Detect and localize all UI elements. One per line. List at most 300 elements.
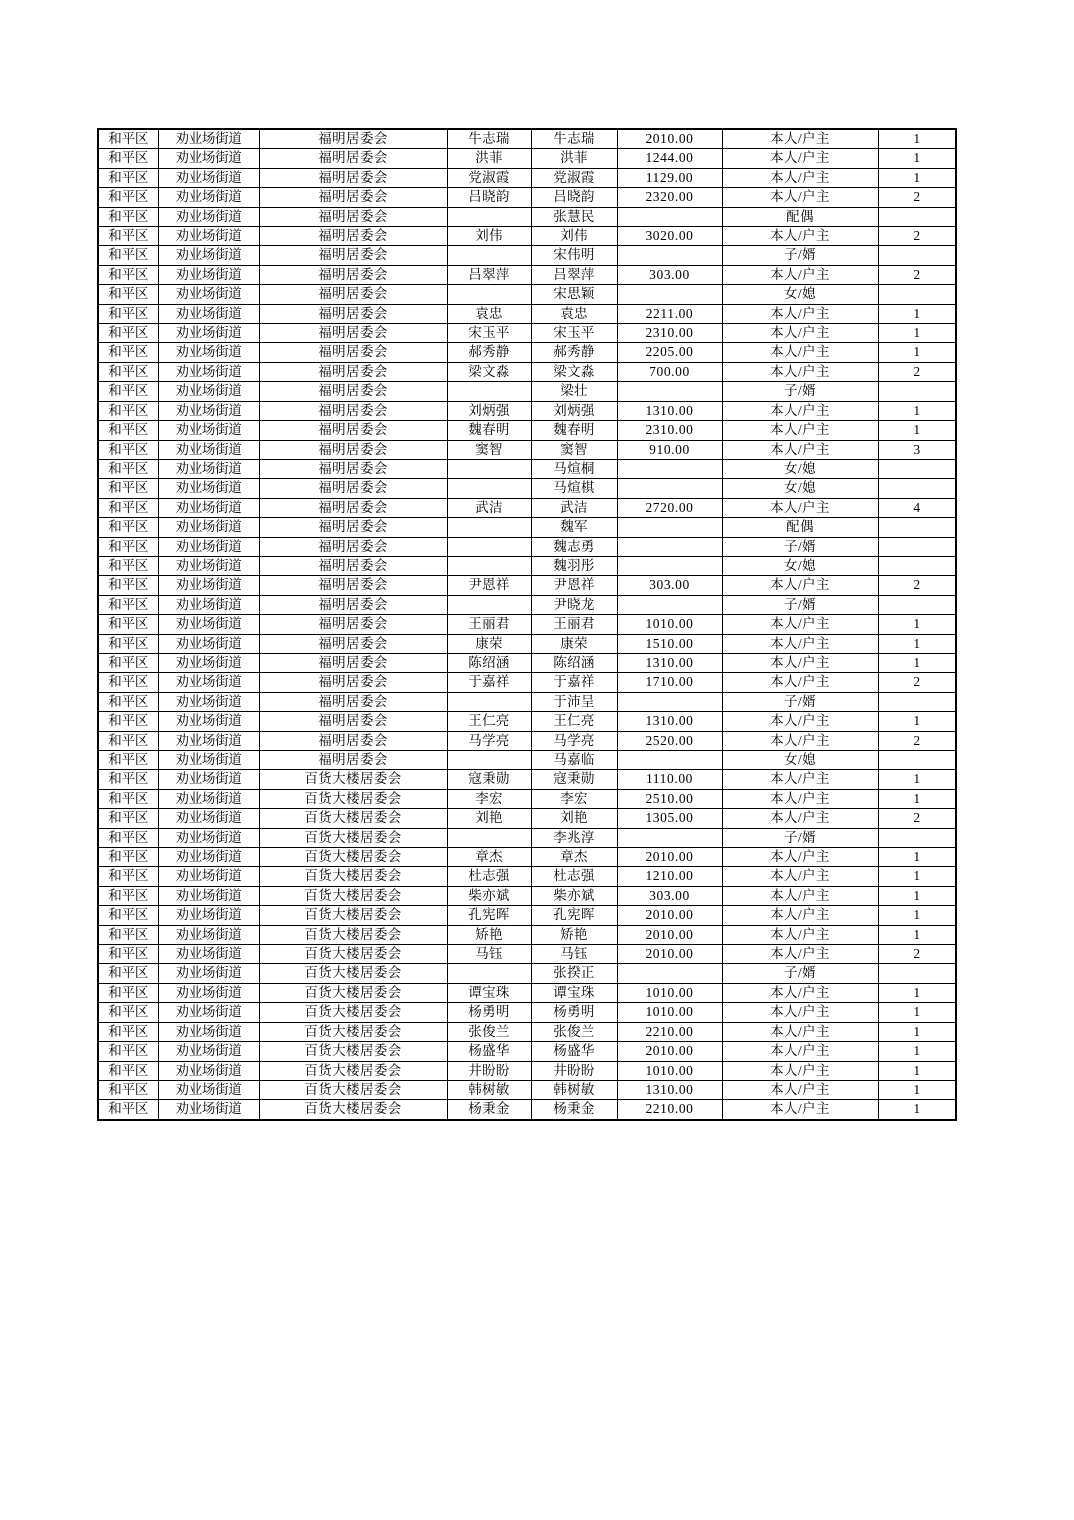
table-row bbox=[98, 848, 956, 867]
cell-member: 窦智 bbox=[531, 440, 617, 459]
cell-committee: 百货大楼居委会 bbox=[259, 945, 447, 964]
cell-count: 1 bbox=[878, 906, 956, 925]
cell-relation: 本人/户主 bbox=[722, 129, 878, 149]
cell-applicant bbox=[447, 382, 531, 401]
cell-district: 和平区 bbox=[98, 867, 158, 886]
cell-district: 和平区 bbox=[98, 518, 158, 537]
cell-committee: 福明居委会 bbox=[259, 576, 447, 595]
table-row bbox=[98, 246, 956, 265]
cell-count: 1 bbox=[878, 653, 956, 672]
cell-relation: 女/媳 bbox=[722, 556, 878, 575]
cell-district: 和平区 bbox=[98, 848, 158, 867]
cell-district: 和平区 bbox=[98, 459, 158, 478]
cell-member: 杜志强 bbox=[531, 867, 617, 886]
table-row bbox=[98, 285, 956, 304]
table-row bbox=[98, 207, 956, 226]
cell-committee: 福明居委会 bbox=[259, 498, 447, 517]
cell-count: 1 bbox=[878, 421, 956, 440]
cell-applicant: 马学亮 bbox=[447, 731, 531, 750]
cell-district: 和平区 bbox=[98, 886, 158, 905]
cell-street: 劝业场街道 bbox=[158, 556, 259, 575]
cell-member: 武洁 bbox=[531, 498, 617, 517]
table-row bbox=[98, 634, 956, 653]
cell-committee: 百货大楼居委会 bbox=[259, 1061, 447, 1080]
cell-district: 和平区 bbox=[98, 1022, 158, 1041]
cell-applicant: 寇秉勋 bbox=[447, 770, 531, 789]
cell-count: 2 bbox=[878, 673, 956, 692]
cell-amount bbox=[617, 595, 722, 614]
cell-committee: 福明居委会 bbox=[259, 634, 447, 653]
cell-committee: 福明居委会 bbox=[259, 556, 447, 575]
table-row bbox=[98, 692, 956, 711]
cell-amount: 303.00 bbox=[617, 576, 722, 595]
cell-amount: 1110.00 bbox=[617, 770, 722, 789]
cell-member: 郝秀静 bbox=[531, 343, 617, 362]
cell-street: 劝业场街道 bbox=[158, 440, 259, 459]
cell-committee: 百货大楼居委会 bbox=[259, 1100, 447, 1120]
cell-district: 和平区 bbox=[98, 324, 158, 343]
cell-street: 劝业场街道 bbox=[158, 207, 259, 226]
cell-member: 王仁亮 bbox=[531, 712, 617, 731]
cell-relation: 本人/户主 bbox=[722, 576, 878, 595]
cell-district: 和平区 bbox=[98, 653, 158, 672]
cell-member: 康荣 bbox=[531, 634, 617, 653]
cell-member: 陈绍涵 bbox=[531, 653, 617, 672]
cell-relation: 本人/户主 bbox=[722, 1080, 878, 1099]
table-row bbox=[98, 401, 956, 420]
cell-member: 洪菲 bbox=[531, 149, 617, 168]
cell-street: 劝业场街道 bbox=[158, 265, 259, 284]
table-row bbox=[98, 906, 956, 925]
cell-district: 和平区 bbox=[98, 1061, 158, 1080]
cell-street: 劝业场街道 bbox=[158, 673, 259, 692]
cell-district: 和平区 bbox=[98, 1080, 158, 1099]
cell-committee: 百货大楼居委会 bbox=[259, 964, 447, 983]
cell-count bbox=[878, 285, 956, 304]
cell-district: 和平区 bbox=[98, 595, 158, 614]
cell-applicant bbox=[447, 246, 531, 265]
cell-amount: 2310.00 bbox=[617, 421, 722, 440]
cell-member: 宋玉平 bbox=[531, 324, 617, 343]
table-row bbox=[98, 712, 956, 731]
table-row bbox=[98, 751, 956, 770]
cell-applicant: 杨勇明 bbox=[447, 1003, 531, 1022]
table-row bbox=[98, 168, 956, 187]
cell-applicant: 柴亦斌 bbox=[447, 886, 531, 905]
table-row bbox=[98, 886, 956, 905]
cell-relation: 本人/户主 bbox=[722, 731, 878, 750]
cell-member: 柴亦斌 bbox=[531, 886, 617, 905]
cell-street: 劝业场街道 bbox=[158, 1022, 259, 1041]
cell-district: 和平区 bbox=[98, 751, 158, 770]
cell-count: 1 bbox=[878, 1100, 956, 1120]
table-row bbox=[98, 673, 956, 692]
cell-committee: 百货大楼居委会 bbox=[259, 809, 447, 828]
cell-count: 1 bbox=[878, 789, 956, 808]
cell-applicant: 井盼盼 bbox=[447, 1061, 531, 1080]
cell-amount: 2320.00 bbox=[617, 188, 722, 207]
cell-street: 劝业场街道 bbox=[158, 382, 259, 401]
cell-committee: 福明居委会 bbox=[259, 751, 447, 770]
cell-committee: 福明居委会 bbox=[259, 731, 447, 750]
cell-applicant: 袁忠 bbox=[447, 304, 531, 323]
cell-district: 和平区 bbox=[98, 634, 158, 653]
cell-district: 和平区 bbox=[98, 537, 158, 556]
cell-street: 劝业场街道 bbox=[158, 1100, 259, 1120]
cell-amount: 1310.00 bbox=[617, 1080, 722, 1099]
cell-applicant: 陈绍涵 bbox=[447, 653, 531, 672]
cell-applicant bbox=[447, 828, 531, 847]
cell-count: 1 bbox=[878, 925, 956, 944]
cell-member: 于嘉祥 bbox=[531, 673, 617, 692]
cell-relation: 子/婿 bbox=[722, 595, 878, 614]
cell-committee: 百货大楼居委会 bbox=[259, 1003, 447, 1022]
cell-committee: 福明居委会 bbox=[259, 246, 447, 265]
cell-committee: 福明居委会 bbox=[259, 362, 447, 381]
cell-relation: 女/媳 bbox=[722, 459, 878, 478]
cell-street: 劝业场街道 bbox=[158, 945, 259, 964]
cell-applicant: 刘艳 bbox=[447, 809, 531, 828]
cell-applicant: 李宏 bbox=[447, 789, 531, 808]
cell-district: 和平区 bbox=[98, 129, 158, 149]
cell-count bbox=[878, 751, 956, 770]
cell-applicant: 谭宝珠 bbox=[447, 983, 531, 1002]
table-row bbox=[98, 964, 956, 983]
cell-relation: 子/婿 bbox=[722, 537, 878, 556]
cell-amount: 1510.00 bbox=[617, 634, 722, 653]
cell-relation: 本人/户主 bbox=[722, 304, 878, 323]
cell-amount: 2510.00 bbox=[617, 789, 722, 808]
cell-relation: 本人/户主 bbox=[722, 809, 878, 828]
cell-amount bbox=[617, 479, 722, 498]
cell-amount bbox=[617, 751, 722, 770]
cell-relation: 女/媳 bbox=[722, 285, 878, 304]
cell-count bbox=[878, 537, 956, 556]
cell-relation: 配偶 bbox=[722, 207, 878, 226]
cell-count: 1 bbox=[878, 401, 956, 420]
cell-street: 劝业场街道 bbox=[158, 906, 259, 925]
cell-count: 1 bbox=[878, 343, 956, 362]
cell-amount: 2210.00 bbox=[617, 1022, 722, 1041]
cell-committee: 百货大楼居委会 bbox=[259, 789, 447, 808]
cell-district: 和平区 bbox=[98, 479, 158, 498]
cell-committee: 百货大楼居委会 bbox=[259, 1080, 447, 1099]
table-row bbox=[98, 227, 956, 246]
cell-count bbox=[878, 692, 956, 711]
cell-committee: 百货大楼居委会 bbox=[259, 770, 447, 789]
cell-count: 1 bbox=[878, 615, 956, 634]
cell-district: 和平区 bbox=[98, 246, 158, 265]
cell-applicant: 于嘉祥 bbox=[447, 673, 531, 692]
cell-member: 梁壮 bbox=[531, 382, 617, 401]
cell-street: 劝业场街道 bbox=[158, 518, 259, 537]
cell-relation: 本人/户主 bbox=[722, 925, 878, 944]
cell-applicant: 郝秀静 bbox=[447, 343, 531, 362]
cell-amount bbox=[617, 518, 722, 537]
cell-member: 马学亮 bbox=[531, 731, 617, 750]
cell-amount: 2205.00 bbox=[617, 343, 722, 362]
table-row bbox=[98, 518, 956, 537]
table-row bbox=[98, 1061, 956, 1080]
cell-relation: 本人/户主 bbox=[722, 945, 878, 964]
cell-relation: 本人/户主 bbox=[722, 1042, 878, 1061]
cell-committee: 福明居委会 bbox=[259, 673, 447, 692]
cell-street: 劝业场街道 bbox=[158, 964, 259, 983]
cell-street: 劝业场街道 bbox=[158, 285, 259, 304]
table-row bbox=[98, 595, 956, 614]
cell-member: 孔宪晖 bbox=[531, 906, 617, 925]
cell-relation: 本人/户主 bbox=[722, 343, 878, 362]
cell-committee: 福明居委会 bbox=[259, 382, 447, 401]
cell-count: 1 bbox=[878, 1061, 956, 1080]
cell-member: 矫艳 bbox=[531, 925, 617, 944]
cell-member: 马嘉临 bbox=[531, 751, 617, 770]
table-row bbox=[98, 945, 956, 964]
cell-applicant: 党淑霞 bbox=[447, 168, 531, 187]
cell-street: 劝业场街道 bbox=[158, 1042, 259, 1061]
cell-relation: 本人/户主 bbox=[722, 634, 878, 653]
cell-district: 和平区 bbox=[98, 421, 158, 440]
cell-amount: 3020.00 bbox=[617, 227, 722, 246]
cell-amount: 303.00 bbox=[617, 265, 722, 284]
cell-amount bbox=[617, 964, 722, 983]
table-row bbox=[98, 615, 956, 634]
cell-count: 2 bbox=[878, 362, 956, 381]
cell-count: 1 bbox=[878, 867, 956, 886]
cell-amount bbox=[617, 285, 722, 304]
cell-amount: 1310.00 bbox=[617, 653, 722, 672]
cell-district: 和平区 bbox=[98, 576, 158, 595]
cell-committee: 福明居委会 bbox=[259, 537, 447, 556]
cell-district: 和平区 bbox=[98, 362, 158, 381]
cell-count: 1 bbox=[878, 634, 956, 653]
cell-street: 劝业场街道 bbox=[158, 983, 259, 1002]
cell-amount: 2720.00 bbox=[617, 498, 722, 517]
cell-committee: 福明居委会 bbox=[259, 168, 447, 187]
cell-amount bbox=[617, 537, 722, 556]
cell-relation: 本人/户主 bbox=[722, 886, 878, 905]
table-row bbox=[98, 983, 956, 1002]
cell-committee: 福明居委会 bbox=[259, 440, 447, 459]
table-row bbox=[98, 324, 956, 343]
table-row bbox=[98, 770, 956, 789]
table-row bbox=[98, 556, 956, 575]
cell-street: 劝业场街道 bbox=[158, 498, 259, 517]
cell-committee: 百货大楼居委会 bbox=[259, 983, 447, 1002]
cell-committee: 福明居委会 bbox=[259, 304, 447, 323]
table-row bbox=[98, 382, 956, 401]
cell-relation: 女/媳 bbox=[722, 751, 878, 770]
cell-count: 1 bbox=[878, 304, 956, 323]
cell-relation: 本人/户主 bbox=[722, 867, 878, 886]
cell-applicant: 王丽君 bbox=[447, 615, 531, 634]
cell-amount: 1310.00 bbox=[617, 712, 722, 731]
cell-relation: 本人/户主 bbox=[722, 983, 878, 1002]
cell-applicant bbox=[447, 518, 531, 537]
cell-district: 和平区 bbox=[98, 1042, 158, 1061]
cell-amount: 2010.00 bbox=[617, 945, 722, 964]
cell-relation: 本人/户主 bbox=[722, 848, 878, 867]
cell-applicant bbox=[447, 556, 531, 575]
cell-member: 袁忠 bbox=[531, 304, 617, 323]
cell-count: 2 bbox=[878, 265, 956, 284]
cell-relation: 女/媳 bbox=[722, 479, 878, 498]
cell-committee: 福明居委会 bbox=[259, 207, 447, 226]
cell-applicant: 康荣 bbox=[447, 634, 531, 653]
cell-member: 马煊棋 bbox=[531, 479, 617, 498]
cell-applicant: 吕晓韵 bbox=[447, 188, 531, 207]
cell-amount bbox=[617, 207, 722, 226]
cell-street: 劝业场街道 bbox=[158, 304, 259, 323]
cell-count bbox=[878, 595, 956, 614]
cell-member: 宋思颖 bbox=[531, 285, 617, 304]
cell-committee: 百货大楼居委会 bbox=[259, 886, 447, 905]
cell-member: 杨盛华 bbox=[531, 1042, 617, 1061]
cell-member: 刘伟 bbox=[531, 227, 617, 246]
cell-amount: 2010.00 bbox=[617, 129, 722, 149]
cell-amount bbox=[617, 692, 722, 711]
cell-committee: 百货大楼居委会 bbox=[259, 1022, 447, 1041]
cell-amount: 1010.00 bbox=[617, 1061, 722, 1080]
cell-count: 2 bbox=[878, 945, 956, 964]
cell-street: 劝业场街道 bbox=[158, 653, 259, 672]
cell-amount: 2210.00 bbox=[617, 1100, 722, 1120]
cell-member: 尹恩祥 bbox=[531, 576, 617, 595]
cell-member: 刘炳强 bbox=[531, 401, 617, 420]
cell-applicant: 吕翠萍 bbox=[447, 265, 531, 284]
cell-district: 和平区 bbox=[98, 440, 158, 459]
cell-member: 魏军 bbox=[531, 518, 617, 537]
cell-member: 宋伟明 bbox=[531, 246, 617, 265]
cell-street: 劝业场街道 bbox=[158, 789, 259, 808]
cell-count: 3 bbox=[878, 440, 956, 459]
cell-amount: 1010.00 bbox=[617, 615, 722, 634]
cell-count bbox=[878, 246, 956, 265]
cell-street: 劝业场街道 bbox=[158, 712, 259, 731]
cell-member: 魏羽彤 bbox=[531, 556, 617, 575]
table-row bbox=[98, 828, 956, 847]
table-row bbox=[98, 479, 956, 498]
cell-member: 尹晓龙 bbox=[531, 595, 617, 614]
cell-relation: 本人/户主 bbox=[722, 1022, 878, 1041]
table-row bbox=[98, 537, 956, 556]
cell-count: 2 bbox=[878, 731, 956, 750]
cell-district: 和平区 bbox=[98, 712, 158, 731]
cell-street: 劝业场街道 bbox=[158, 595, 259, 614]
table-row bbox=[98, 343, 956, 362]
cell-amount: 1210.00 bbox=[617, 867, 722, 886]
cell-member: 井盼盼 bbox=[531, 1061, 617, 1080]
table-row bbox=[98, 576, 956, 595]
cell-applicant: 刘炳强 bbox=[447, 401, 531, 420]
cell-member: 王丽君 bbox=[531, 615, 617, 634]
cell-count: 4 bbox=[878, 498, 956, 517]
cell-relation: 本人/户主 bbox=[722, 401, 878, 420]
cell-amount bbox=[617, 556, 722, 575]
cell-street: 劝业场街道 bbox=[158, 809, 259, 828]
cell-member: 谭宝珠 bbox=[531, 983, 617, 1002]
cell-applicant bbox=[447, 285, 531, 304]
cell-district: 和平区 bbox=[98, 925, 158, 944]
cell-district: 和平区 bbox=[98, 498, 158, 517]
table-row bbox=[98, 188, 956, 207]
cell-street: 劝业场街道 bbox=[158, 401, 259, 420]
cell-district: 和平区 bbox=[98, 304, 158, 323]
cell-count: 1 bbox=[878, 168, 956, 187]
cell-count bbox=[878, 382, 956, 401]
cell-amount: 1129.00 bbox=[617, 168, 722, 187]
cell-applicant: 杜志强 bbox=[447, 867, 531, 886]
cell-count: 1 bbox=[878, 770, 956, 789]
cell-member: 魏志勇 bbox=[531, 537, 617, 556]
cell-amount: 2010.00 bbox=[617, 848, 722, 867]
cell-district: 和平区 bbox=[98, 945, 158, 964]
cell-amount: 2211.00 bbox=[617, 304, 722, 323]
cell-street: 劝业场街道 bbox=[158, 886, 259, 905]
cell-district: 和平区 bbox=[98, 906, 158, 925]
household-subsidy-table bbox=[97, 128, 957, 1121]
cell-count bbox=[878, 479, 956, 498]
cell-street: 劝业场街道 bbox=[158, 188, 259, 207]
cell-district: 和平区 bbox=[98, 1003, 158, 1022]
cell-amount: 1710.00 bbox=[617, 673, 722, 692]
cell-amount: 1310.00 bbox=[617, 401, 722, 420]
cell-relation: 本人/户主 bbox=[722, 770, 878, 789]
cell-member: 李宏 bbox=[531, 789, 617, 808]
cell-count bbox=[878, 518, 956, 537]
cell-applicant: 魏春明 bbox=[447, 421, 531, 440]
cell-relation: 子/婿 bbox=[722, 246, 878, 265]
cell-committee: 福明居委会 bbox=[259, 421, 447, 440]
table-row bbox=[98, 265, 956, 284]
cell-street: 劝业场街道 bbox=[158, 692, 259, 711]
table-row bbox=[98, 1022, 956, 1041]
cell-count bbox=[878, 207, 956, 226]
table-row bbox=[98, 421, 956, 440]
cell-applicant: 孔宪晖 bbox=[447, 906, 531, 925]
cell-applicant: 杨盛华 bbox=[447, 1042, 531, 1061]
cell-count: 1 bbox=[878, 712, 956, 731]
cell-amount: 1305.00 bbox=[617, 809, 722, 828]
table-row bbox=[98, 440, 956, 459]
cell-relation: 本人/户主 bbox=[722, 324, 878, 343]
cell-count: 1 bbox=[878, 129, 956, 149]
cell-committee: 福明居委会 bbox=[259, 518, 447, 537]
cell-count: 1 bbox=[878, 1022, 956, 1041]
cell-count bbox=[878, 556, 956, 575]
cell-relation: 子/婿 bbox=[722, 964, 878, 983]
cell-amount: 2310.00 bbox=[617, 324, 722, 343]
cell-member: 吕晓韵 bbox=[531, 188, 617, 207]
cell-amount: 1010.00 bbox=[617, 983, 722, 1002]
cell-member: 杨秉金 bbox=[531, 1100, 617, 1120]
cell-committee: 福明居委会 bbox=[259, 324, 447, 343]
cell-relation: 本人/户主 bbox=[722, 168, 878, 187]
cell-committee: 福明居委会 bbox=[259, 712, 447, 731]
cell-member: 张慧民 bbox=[531, 207, 617, 226]
cell-relation: 子/婿 bbox=[722, 382, 878, 401]
cell-street: 劝业场街道 bbox=[158, 925, 259, 944]
cell-street: 劝业场街道 bbox=[158, 634, 259, 653]
cell-street: 劝业场街道 bbox=[158, 1003, 259, 1022]
cell-count: 2 bbox=[878, 188, 956, 207]
cell-committee: 福明居委会 bbox=[259, 149, 447, 168]
cell-street: 劝业场街道 bbox=[158, 129, 259, 149]
cell-street: 劝业场街道 bbox=[158, 576, 259, 595]
cell-street: 劝业场街道 bbox=[158, 362, 259, 381]
cell-member: 刘艳 bbox=[531, 809, 617, 828]
cell-committee: 百货大楼居委会 bbox=[259, 848, 447, 867]
